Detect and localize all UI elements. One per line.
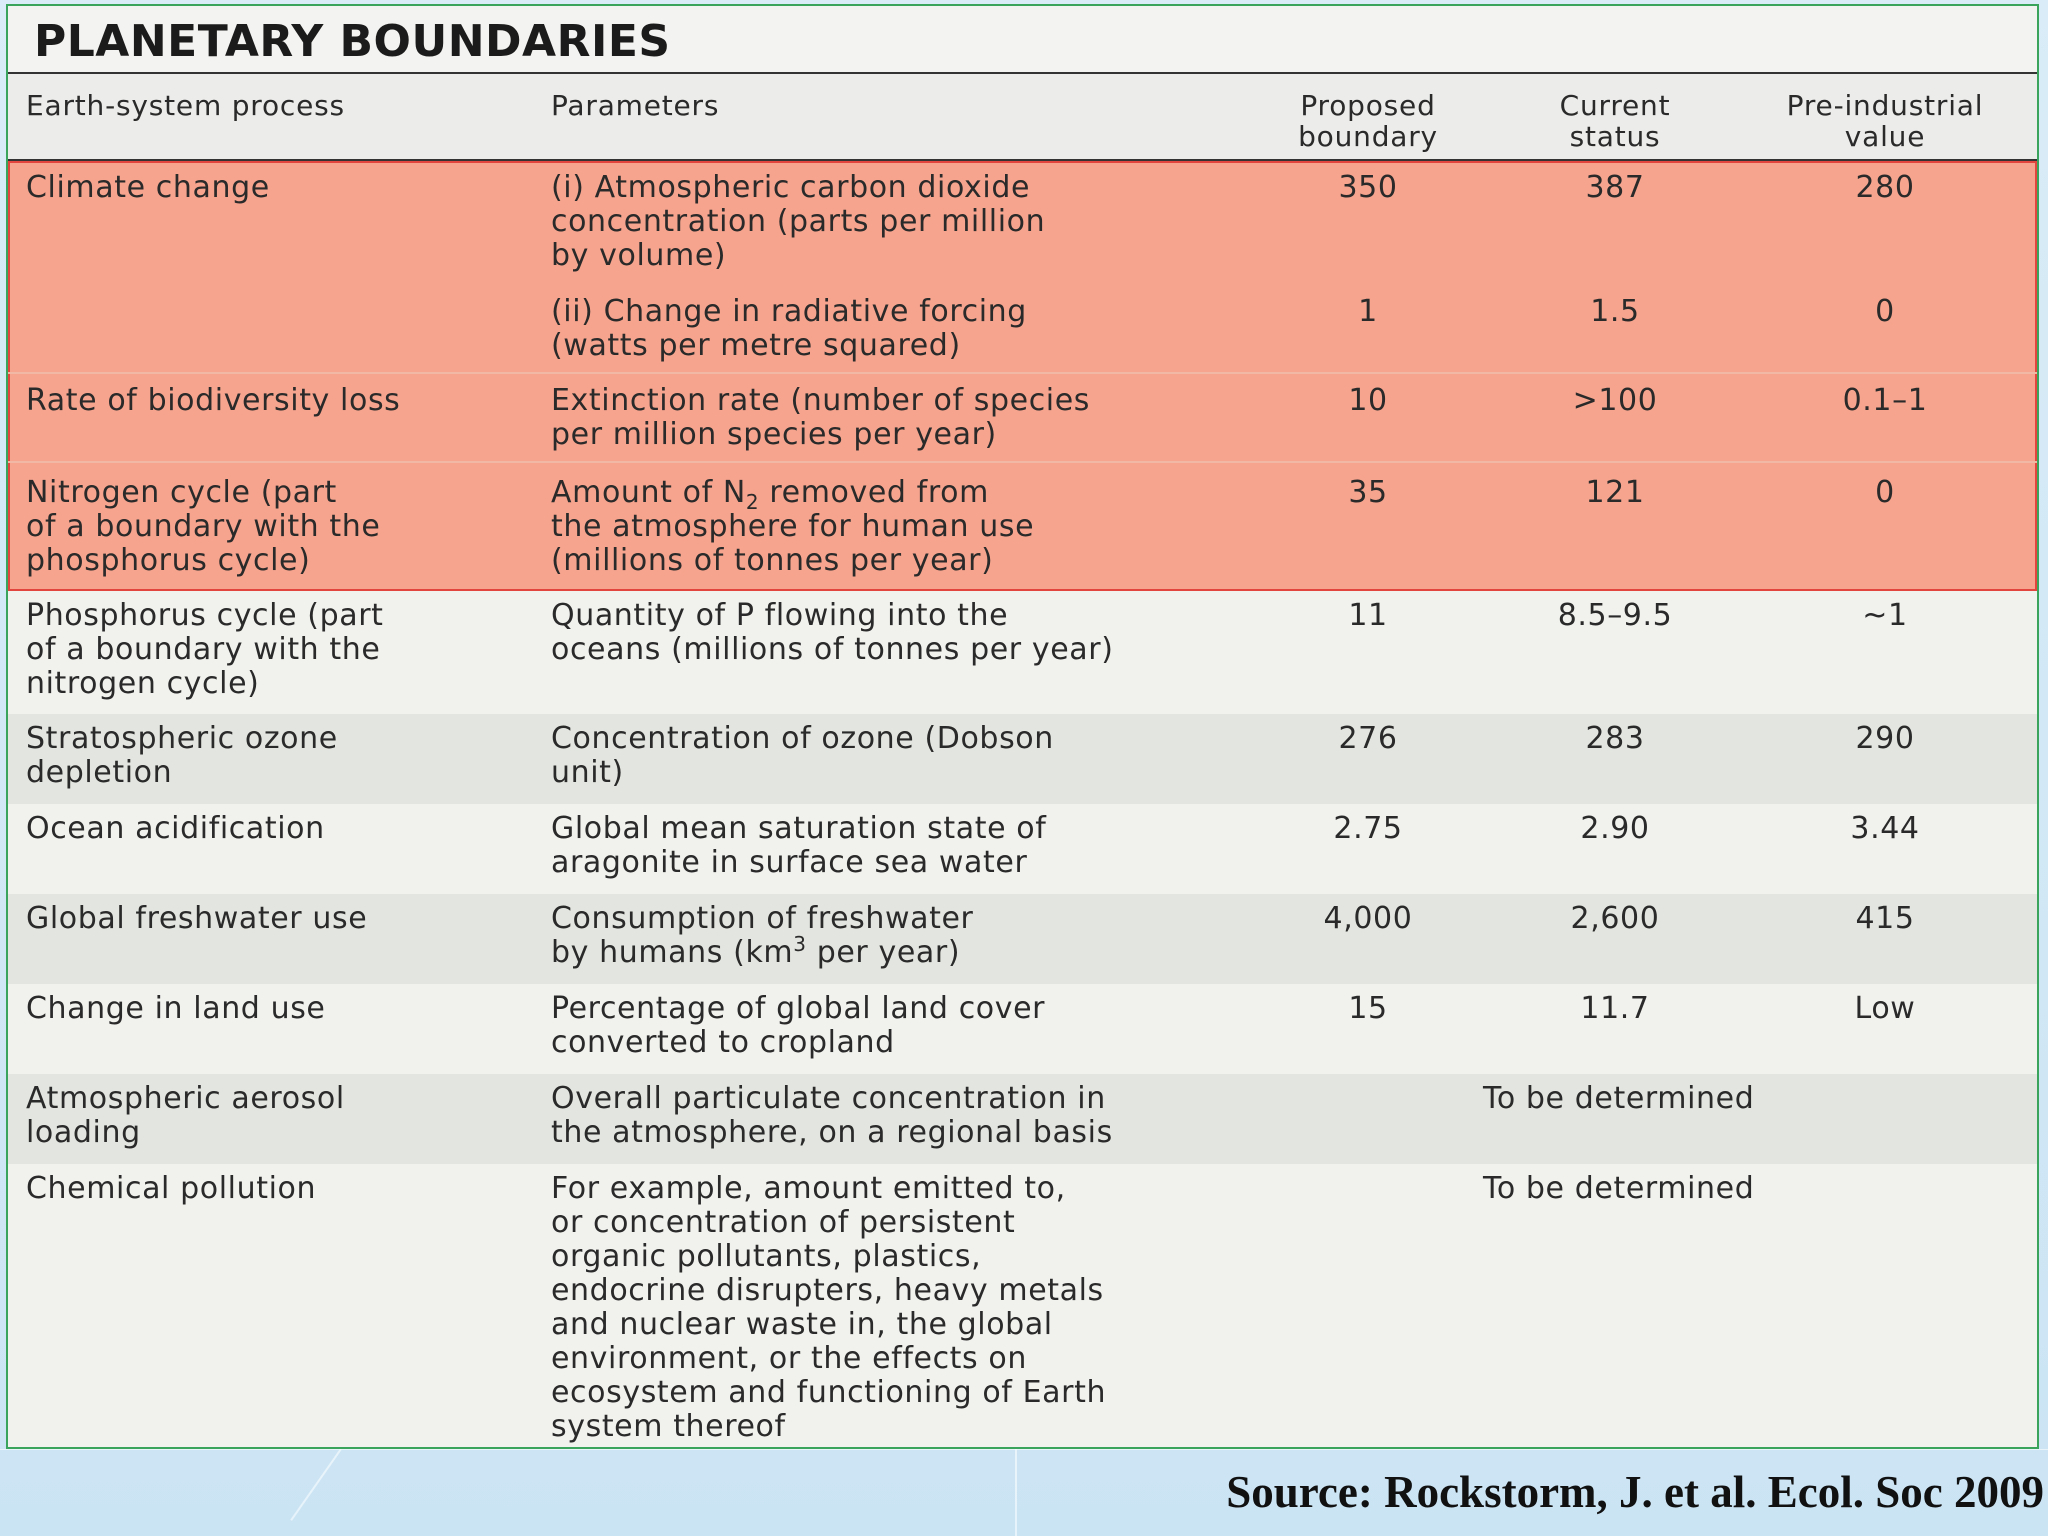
header-process: Earth-system process <box>26 89 345 122</box>
process-name: Climate change <box>26 170 270 205</box>
process-name: Phosphorus cycle (part of a boundary with the nitrogen cycle) <box>26 598 384 701</box>
status-to-be-determined: To be determined <box>1483 1081 1755 1116</box>
subscript-2: 2 <box>745 490 760 514</box>
proposed-boundary-value: 4,000 <box>1323 901 1413 936</box>
process-name: Rate of biodiversity loss <box>26 383 401 418</box>
proposed-boundary-value: 11 <box>1348 598 1388 633</box>
map-gridline <box>0 1449 2048 1450</box>
parameter-text-part: Amount of N <box>551 475 746 510</box>
current-status-value: 8.5–9.5 <box>1557 598 1673 633</box>
current-status-value: 387 <box>1585 170 1645 205</box>
row-divider <box>8 372 2037 374</box>
preindustrial-value: 0 <box>1875 475 1895 510</box>
proposed-boundary-value: 276 <box>1338 721 1398 756</box>
preindustrial-value: Low <box>1854 991 1916 1026</box>
parameter-text <box>551 902 974 970</box>
superscript-3: 3 <box>793 932 807 956</box>
process-name: Ocean acidification <box>26 811 325 846</box>
status-to-be-determined: To be determined <box>1483 1171 1755 1206</box>
preindustrial-value: 0.1–1 <box>1842 383 1928 418</box>
parameter-text-part: Consumption of freshwater by humans (km <box>551 901 974 970</box>
parameter-text <box>551 476 1034 578</box>
map-gridline <box>1015 1449 1017 1536</box>
parameter-text: Overall particulate concentration in the atmosphere, on a regional basis <box>551 1081 1113 1150</box>
parameter-text: Extinction rate (number of species per million species per year) <box>551 383 1091 452</box>
parameter-text: Global mean saturation state of aragonite in surface sea water <box>551 811 1047 880</box>
row-divider <box>8 461 2037 463</box>
process-name: Atmospheric aerosol loading <box>26 1081 345 1150</box>
header-current-status: Current status <box>1559 89 1671 153</box>
parameter-text: Concentration of ozone (Dobson unit) <box>551 721 1054 790</box>
table-row <box>8 591 2037 714</box>
current-status-value: 121 <box>1585 475 1645 510</box>
parameter-text: (i) Atmospheric carbon dioxide concentration (parts per million by volume) <box>551 170 1046 273</box>
table-title: PLANETARY BOUNDARIES <box>34 16 671 67</box>
parameter-text: Percentage of global land cover converted to cropland <box>551 991 1046 1060</box>
process-name: Global freshwater use <box>26 901 368 936</box>
proposed-boundary-value: 350 <box>1338 170 1398 205</box>
table-row <box>8 894 2037 984</box>
header-parameters: Parameters <box>551 89 720 122</box>
map-gridline <box>290 1448 342 1520</box>
table-row <box>8 1164 2037 1449</box>
process-name: Chemical pollution <box>26 1171 317 1206</box>
parameter-text: (ii) Change in radiative forcing (watts per metre squared) <box>551 294 1027 363</box>
table-row <box>8 984 2037 1074</box>
proposed-boundary-value: 2.75 <box>1333 811 1403 846</box>
table-header-row <box>8 74 2037 161</box>
source-citation: Source: Rockstorm, J. et al. Ecol. Soc 2009 <box>1226 1467 2044 1517</box>
preindustrial-value: ~1 <box>1862 598 1908 633</box>
current-status-value: 2.90 <box>1580 811 1650 846</box>
table-title-bar <box>8 6 2037 74</box>
parameter-text: Quantity of P flowing into the oceans (millions of tonnes per year) <box>551 598 1114 667</box>
header-preindustrial-value: Pre-industrial value <box>1786 89 1984 153</box>
table-row <box>8 804 2037 894</box>
proposed-boundary-value: 10 <box>1348 383 1388 418</box>
current-status-value: 11.7 <box>1580 991 1650 1026</box>
proposed-boundary-value: 35 <box>1348 475 1388 510</box>
current-status-value: >100 <box>1572 383 1658 418</box>
preindustrial-value: 280 <box>1855 170 1915 205</box>
parameter-text-part: per year) <box>806 935 961 970</box>
process-name: Change in land use <box>26 991 326 1026</box>
parameter-text: For example, amount emitted to, or concentration of persistent organic pollutants, plastics, endocrine disrupters, heavy metals and nuclear waste in, the global environment, or the effects on ecosystem and functioning of Earth system thereof <box>551 1171 1107 1444</box>
current-status-value: 2,600 <box>1570 901 1660 936</box>
preindustrial-value: 415 <box>1855 901 1915 936</box>
proposed-boundary-value: 1 <box>1358 294 1378 329</box>
proposed-boundary-value: 15 <box>1348 991 1388 1026</box>
current-status-value: 283 <box>1585 721 1645 756</box>
preindustrial-value: 290 <box>1855 721 1915 756</box>
process-name: Stratospheric ozone depletion <box>26 721 338 790</box>
planetary-boundaries-table <box>6 4 2039 1449</box>
header-proposed-boundary: Proposed boundary <box>1298 89 1438 153</box>
process-name: Nitrogen cycle (part of a boundary with the phosphorus cycle) <box>26 475 381 578</box>
table-row <box>8 1074 2037 1164</box>
parameter-text-part: removed from the atmosphere for human use (millions of tonnes per year) <box>551 475 1035 578</box>
preindustrial-value: 0 <box>1875 294 1895 329</box>
table-row <box>8 714 2037 804</box>
current-status-value: 1.5 <box>1590 294 1640 329</box>
preindustrial-value: 3.44 <box>1850 811 1920 846</box>
